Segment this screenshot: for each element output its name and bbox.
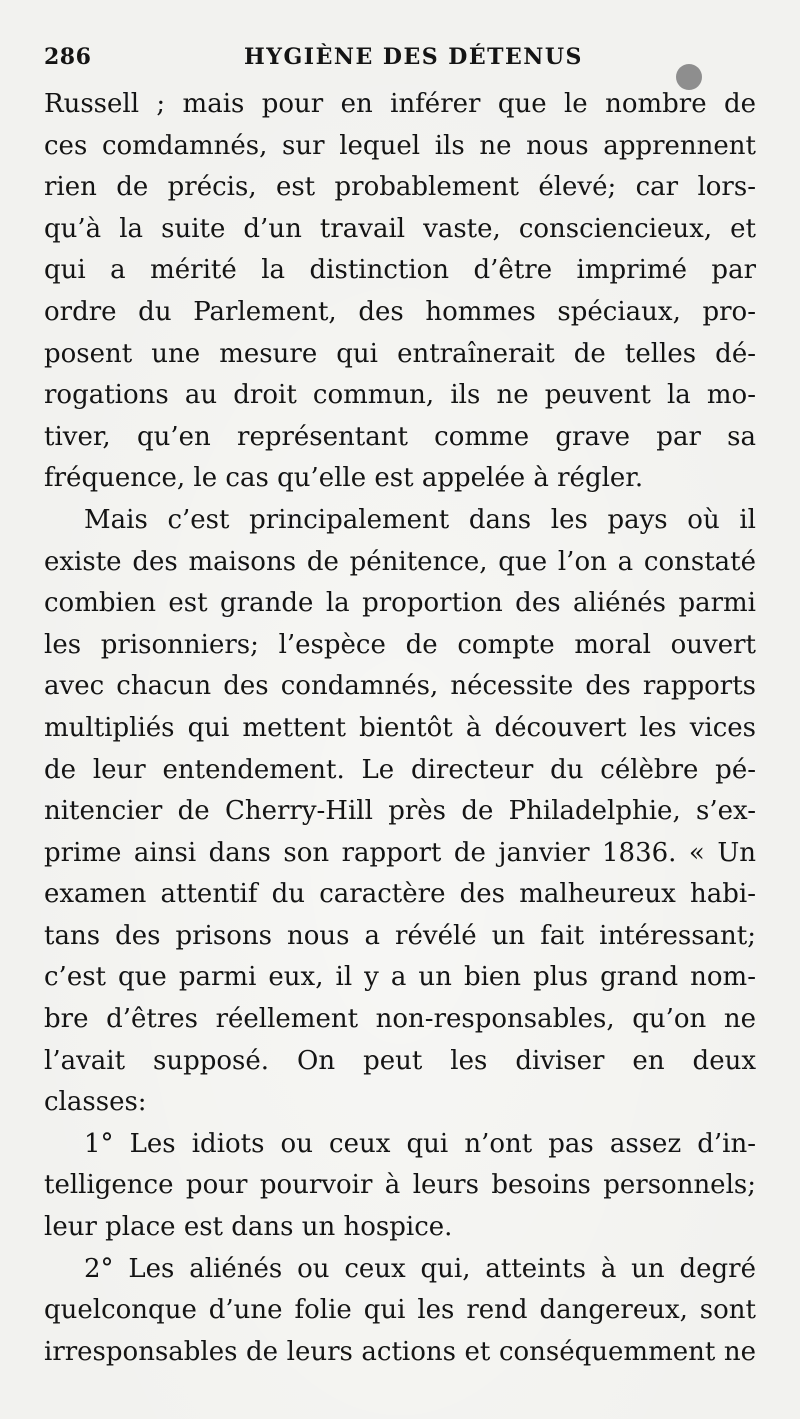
text-line: de leur entendement. Le directeur du célèbre pé- (44, 754, 756, 785)
text-line: l’avait supposé. On peut les diviser en deux (44, 1045, 756, 1076)
text-line: 2° Les aliénés ou ceux qui, atteints à un degré (84, 1253, 756, 1284)
paragraph (44, 1124, 756, 1249)
text-line: qu’à la suite d’un travail vaste, consciencieux, et (44, 213, 756, 244)
text-line: existe des maisons de pénitence, que l’on a constaté (44, 546, 756, 577)
text-line: ordre du Parlement, des hommes spéciaux, pro- (44, 296, 756, 327)
text-line: leur place est dans un hospice. (44, 1212, 453, 1243)
text-line: quelconque d’une folie qui les rend dangereux, sont (44, 1295, 756, 1326)
body-text (44, 84, 756, 1373)
running-title: HYGIÈNE DES DÉTENUS (244, 44, 583, 70)
text-line: prime ainsi dans son rapport de janvier 1836. « Un (44, 837, 756, 868)
text-line: rogations au droit commun, ils ne peuvent la mo- (44, 380, 756, 411)
page-number: 286 (44, 44, 92, 70)
text-line: bre d’êtres réellement non-responsables, qu’on ne (44, 1004, 756, 1035)
text-line: ces comdamnés, sur lequel ils ne nous apprennent (44, 130, 756, 161)
text-line: rien de précis, est probablement élevé; car lors- (44, 172, 756, 203)
text-line: c’est que parmi eux, il y a un bien plus grand nom- (44, 962, 756, 993)
text-line: 1° Les idiots ou ceux qui n’ont pas assez d’in- (84, 1128, 756, 1159)
text-line: multipliés qui mettent bientôt à découvert les vices (44, 712, 756, 743)
paragraph (44, 1249, 756, 1374)
text-line: avec chacun des condamnés, nécessite des rapports (44, 671, 756, 702)
text-line: combien est grande la proportion des aliénés parmi (44, 588, 756, 619)
text-line: tans des prisons nous a révélé un fait intéressant; (44, 920, 756, 951)
paragraph (44, 500, 756, 1124)
text-line: examen attentif du caractère des malheureux habi- (44, 879, 756, 910)
text-line: les prisonniers; l’espèce de compte moral ouvert (44, 629, 756, 660)
text-line: classes: (44, 1087, 147, 1118)
running-head (44, 44, 756, 76)
text-line: Russell ; mais pour en inférer que le nombre de (44, 89, 756, 119)
text-line: qui a mérité la distinction d’être imprimé par (44, 255, 756, 286)
text-line: irresponsables de leurs actions et conséquemment ne (44, 1336, 756, 1367)
text-line: nitencier de Cherry-Hill près de Philadelphie, s’ex- (44, 796, 756, 827)
text-line: fréquence, le cas qu’elle est appelée à régler. (44, 463, 644, 494)
text-line: posent une mesure qui entraînerait de telles dé- (44, 338, 756, 369)
paragraph (44, 84, 756, 500)
text-line: tiver, qu’en représentant comme grave par sa (44, 421, 756, 452)
text-line: telligence pour pourvoir à leurs besoins personnels; (44, 1170, 756, 1201)
text-line: Mais c’est principalement dans les pays où il (84, 504, 756, 535)
